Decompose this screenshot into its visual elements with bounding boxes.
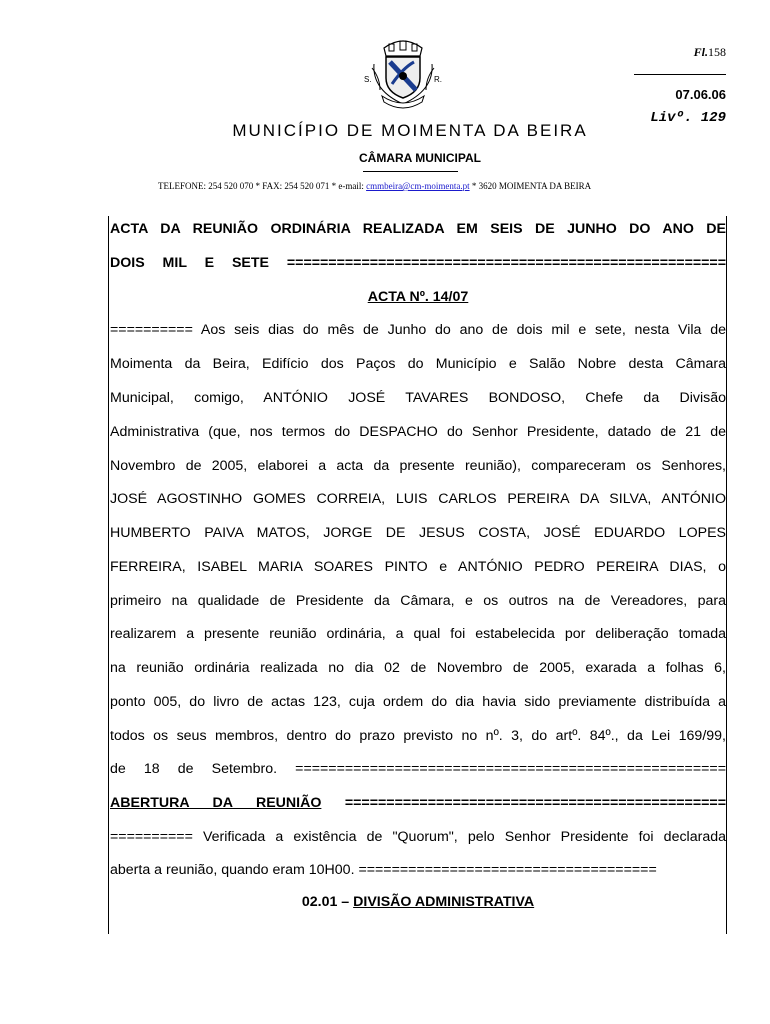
body-line: FERREIRA, ISABEL MARIA SOARES PINTO e ANTÓNIO PEDRO PEREIRA DIAS, o [110, 559, 726, 575]
acta-number: ACTA Nº. 14/07 [367, 289, 469, 305]
body-line: aberta a reunião, quando eram 10H00. ==================================== [110, 862, 657, 878]
section-heading-row [110, 893, 726, 911]
folio-number [694, 45, 726, 60]
document-date: 07.06.06 [675, 87, 726, 102]
contacts-email-link[interactable]: cmmbeira@cm-moimenta.pt [366, 181, 470, 191]
section-number: 02.01 – [301, 894, 354, 910]
body-line: Administrativa (que, nos termos do DESPACHO do Senhor Presidente, datado de 21 de [110, 424, 726, 440]
abertura-fill: ============================================== [344, 795, 726, 811]
acta-heading-line-1: ACTA DA REUNIÃO ORDINÁRIA REALIZADA EM SEIS DE JUNHO DO ANO DE [110, 221, 726, 237]
body-line: todos os seus membros, dentro do prazo previsto no nº. 3, do artº. 84º., da Lei 169/99, [110, 728, 726, 744]
body-line: primeiro na qualidade de Presidente da Câmara, e os outros na de Vereadores, para [110, 593, 726, 609]
folio-rule [634, 74, 726, 75]
body-line: na reunião ordinária realizada no dia 02 de Novembro de 2005, exarada a folhas 6, [110, 660, 726, 676]
subtitle-rule [363, 171, 458, 172]
margin-right-rule [726, 216, 727, 934]
body-line: HUMBERTO PAIVA MATOS, JORGE DE JESUS COSTA, JOSÉ EDUARDO LOPES [110, 525, 726, 541]
acta-number-row [110, 288, 726, 306]
body-line: Moimenta da Beira, Edifício dos Paços do Município e Salão Nobre desta Câmara [110, 356, 726, 372]
body-line: realizarem a presente reunião ordinária, a qual foi estabelecida por deliberação tomada [110, 626, 726, 642]
folio-value: 158 [708, 45, 726, 59]
contacts-address: * 3620 MOIMENTA DA BEIRA [469, 181, 592, 191]
crest-right-letter: R. [434, 75, 442, 84]
body-line: de 18 de Setembro. ==================================================== [110, 761, 726, 777]
acta-heading-line-2: DOIS MIL E SETE ===================================================== [110, 255, 726, 271]
book-number: Livº. 129 [650, 110, 726, 126]
municipality-title: MUNICÍPIO DE MOIMENTA DA BEIRA [232, 121, 588, 140]
body-line: Novembro de 2005, elaborei a acta da presente reunião), compareceram os Senhores, [110, 458, 726, 474]
crest-left-letter: S. [364, 75, 372, 84]
margin-left-rule [108, 216, 109, 934]
body-line: Municipal, comigo, ANTÓNIO JOSÉ TAVARES BONDOSO, Chefe da Divisão [110, 390, 726, 406]
body-line: ========== Aos seis dias do mês de Junho do ano de dois mil e sete, nesta Vila de [110, 322, 726, 338]
body-line: ponto 005, do livro de actas 123, cuja ordem do dia havia sido previamente distribuída a [110, 694, 726, 710]
municipal-crest-logo [362, 38, 444, 110]
folio-prefix: Fl. [693, 45, 708, 59]
abertura-heading-row [110, 794, 726, 812]
contacts-phone-fax: TELEFONE: 254 520 070 * FAX: 254 520 071 * e-mail: [158, 181, 367, 191]
abertura-label: ABERTURA DA REUNIÃO [110, 795, 322, 811]
council-subtitle: CÂMARA MUNICIPAL [359, 151, 481, 165]
contacts-line [158, 181, 591, 191]
body-line: JOSÉ AGOSTINHO GOMES CORREIA, LUIS CARLOS PEREIRA DA SILVA, ANTÓNIO [110, 491, 726, 507]
body-line: ========== Verificada a existência de "Quorum", pelo Senhor Presidente foi declarada [110, 829, 726, 845]
section-title: DIVISÃO ADMINISTRATIVA [353, 894, 535, 910]
